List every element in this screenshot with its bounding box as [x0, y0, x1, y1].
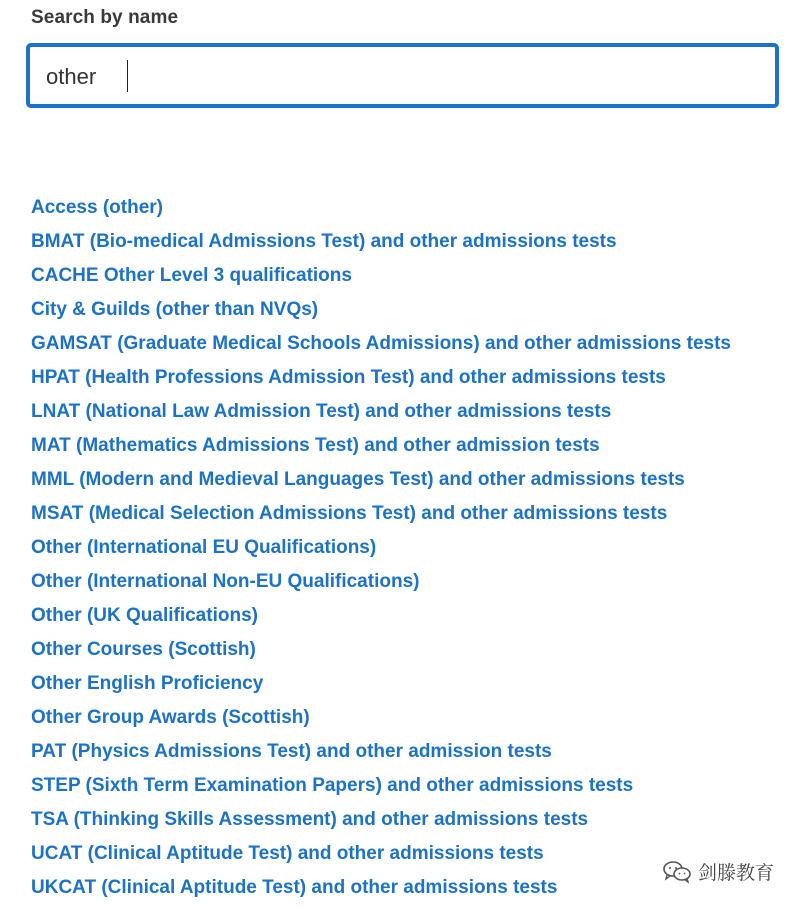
result-link[interactable]: Other Courses (Scottish) [31, 639, 256, 660]
list-item [31, 259, 731, 293]
result-link[interactable]: MSAT (Medical Selection Admissions Test) and other admissions tests [31, 503, 668, 524]
result-link[interactable]: UKCAT (Clinical Aptitude Test) and other admissions tests [31, 877, 558, 898]
list-item [31, 633, 731, 667]
result-link[interactable]: City & Guilds (other than NVQs) [31, 299, 319, 320]
list-item [31, 361, 731, 395]
list-item [31, 191, 731, 225]
result-link[interactable]: Other (UK Qualifications) [31, 605, 258, 626]
list-item [31, 803, 731, 837]
result-link[interactable]: Other (International Non-EU Qualifications) [31, 571, 420, 592]
list-item [31, 701, 731, 735]
search-box[interactable] [26, 43, 779, 108]
watermark-text: 剑滕教育 [697, 862, 774, 884]
result-link[interactable]: GAMSAT (Graduate Medical Schools Admissions) and other admissions tests [31, 333, 731, 354]
result-link[interactable]: UCAT (Clinical Aptitude Test) and other admissions tests [31, 843, 544, 864]
list-item [31, 735, 731, 769]
result-link[interactable]: MAT (Mathematics Admissions Test) and other admission tests [31, 435, 600, 456]
result-link[interactable]: Other Group Awards (Scottish) [31, 707, 310, 728]
list-item [31, 531, 731, 565]
search-label: Search by name [31, 7, 179, 28]
list-item [31, 565, 731, 599]
list-item [31, 225, 731, 259]
list-item [31, 497, 731, 531]
watermark [662, 858, 774, 885]
list-item [31, 327, 731, 361]
list-item [31, 837, 731, 871]
result-link[interactable]: Other (International EU Qualifications) [31, 537, 377, 558]
result-link[interactable]: HPAT (Health Professions Admission Test) and other admissions tests [31, 367, 666, 388]
list-item [31, 429, 731, 463]
list-item [31, 667, 731, 701]
result-link[interactable]: LNAT (National Law Admission Test) and other admissions tests [31, 401, 612, 422]
list-item [31, 395, 731, 429]
search-input[interactable] [46, 57, 726, 97]
result-link[interactable]: CACHE Other Level 3 qualifications [31, 265, 352, 286]
result-link[interactable]: PAT (Physics Admissions Test) and other admission tests [31, 741, 552, 762]
wechat-icon [662, 860, 692, 884]
result-link[interactable]: STEP (Sixth Term Examination Papers) and other admissions tests [31, 775, 634, 796]
result-link[interactable]: TSA (Thinking Skills Assessment) and other admissions tests [31, 809, 589, 830]
list-item [31, 871, 731, 905]
text-caret [127, 60, 128, 92]
result-link[interactable]: Access (other) [31, 197, 163, 218]
list-item [31, 293, 731, 327]
results-list [31, 191, 731, 905]
list-item [31, 769, 731, 803]
list-item [31, 599, 731, 633]
result-link[interactable]: MML (Modern and Medieval Languages Test) and other admissions tests [31, 469, 685, 490]
result-link[interactable]: Other English Proficiency [31, 673, 264, 694]
list-item [31, 463, 731, 497]
result-link[interactable]: BMAT (Bio-medical Admissions Test) and other admissions tests [31, 231, 617, 252]
